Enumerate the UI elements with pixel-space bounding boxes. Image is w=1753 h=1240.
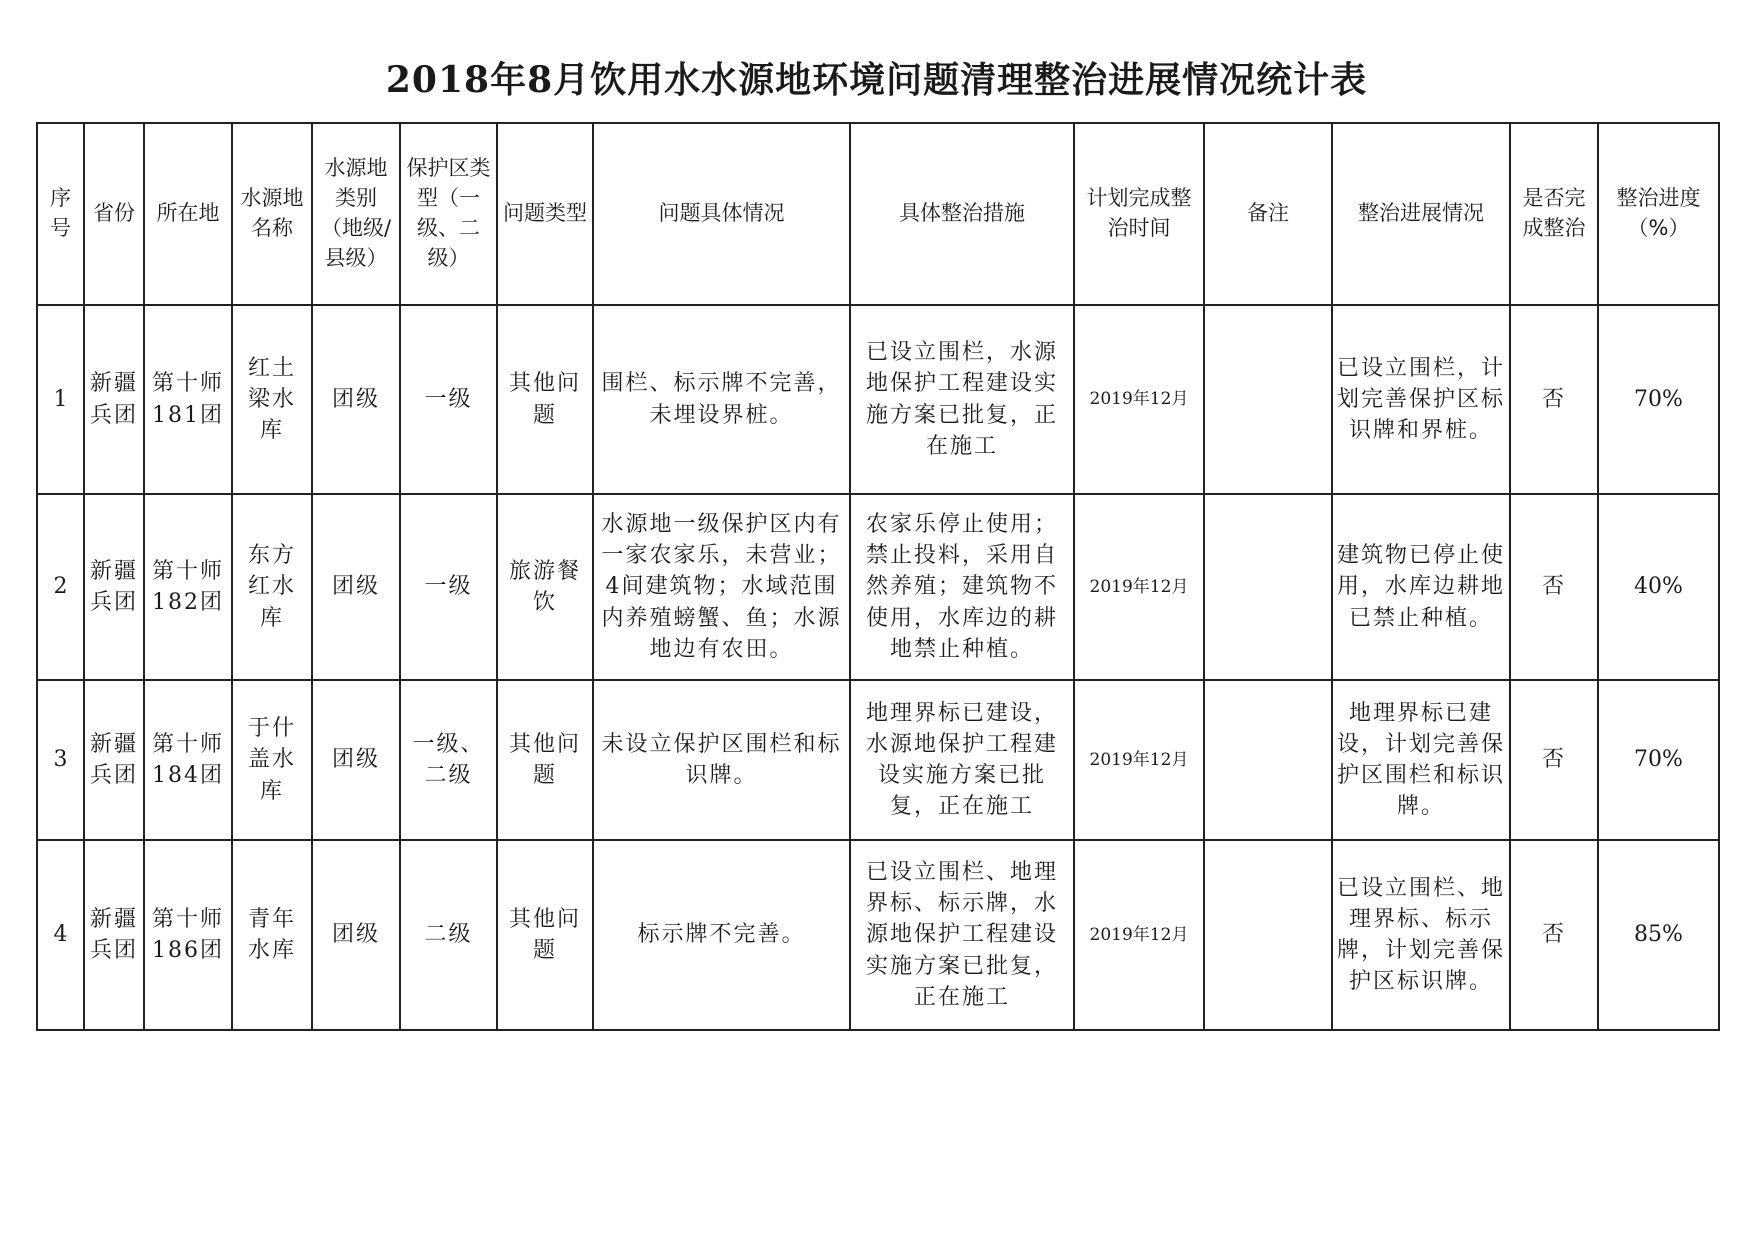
table-row — [37, 680, 1719, 840]
cell-zone-type: 二级 — [400, 840, 497, 1030]
cell-progress-detail: 已设立围栏，计划完善保护区标识牌和界桩。 — [1332, 305, 1510, 494]
cell-remark — [1204, 680, 1332, 840]
cell-progress-detail: 地理界标已建设，计划完善保护区围栏和标识牌。 — [1332, 680, 1510, 840]
header-deadline: 计划完成整治时间 — [1074, 123, 1204, 305]
cell-location: 第十师186团 — [144, 840, 232, 1030]
cell-issue-type: 其他问题 — [497, 840, 593, 1030]
header-measures: 具体整治措施 — [850, 123, 1074, 305]
header-remark: 备注 — [1204, 123, 1332, 305]
cell-category: 团级 — [312, 305, 400, 494]
cell-no: 1 — [37, 305, 84, 494]
table-row — [37, 305, 1719, 494]
cell-issue-type: 其他问题 — [497, 680, 593, 840]
cell-province: 新疆兵团 — [84, 840, 144, 1030]
cell-location: 第十师182团 — [144, 494, 232, 680]
cell-location: 第十师181团 — [144, 305, 232, 494]
header-issue-type: 问题类型 — [497, 123, 593, 305]
cell-remark — [1204, 840, 1332, 1030]
cell-completed: 否 — [1510, 494, 1598, 680]
cell-progress-pct: 85% — [1598, 840, 1719, 1030]
cell-issue-type: 旅游餐饮 — [497, 494, 593, 680]
header-zone-type: 保护区类型（一级、二级） — [400, 123, 497, 305]
header-completed: 是否完成整治 — [1510, 123, 1598, 305]
cell-province: 新疆兵团 — [84, 305, 144, 494]
cell-progress-pct: 70% — [1598, 305, 1719, 494]
header-no: 序号 — [37, 123, 84, 305]
cell-issue-detail: 围栏、标示牌不完善，未埋设界桩。 — [593, 305, 850, 494]
cell-no: 3 — [37, 680, 84, 840]
cell-zone-type: 一级 — [400, 305, 497, 494]
cell-progress-detail: 建筑物已停止使用，水库边耕地已禁止种植。 — [1332, 494, 1510, 680]
cell-deadline: 2019年12月 — [1074, 680, 1204, 840]
cell-province: 新疆兵团 — [84, 680, 144, 840]
progress-table — [36, 122, 1720, 1031]
cell-no: 2 — [37, 494, 84, 680]
header-progress-detail: 整治进展情况 — [1332, 123, 1510, 305]
header-issue-detail: 问题具体情况 — [593, 123, 850, 305]
header-source-name: 水源地名称 — [232, 123, 312, 305]
cell-completed: 否 — [1510, 305, 1598, 494]
table-row — [37, 494, 1719, 680]
cell-completed: 否 — [1510, 840, 1598, 1030]
cell-issue-type: 其他问题 — [497, 305, 593, 494]
header-province: 省份 — [84, 123, 144, 305]
cell-progress-detail: 已设立围栏、地理界标、标示牌，计划完善保护区标识牌。 — [1332, 840, 1510, 1030]
cell-issue-detail: 水源地一级保护区内有一家农家乐，未营业；4间建筑物；水域范围内养殖螃蟹、鱼；水源地边有农田。 — [593, 494, 850, 680]
cell-category: 团级 — [312, 680, 400, 840]
cell-measures: 地理界标已建设，水源地保护工程建设实施方案已批复，正在施工 — [850, 680, 1074, 840]
cell-source-name: 于什盖水库 — [232, 680, 312, 840]
cell-completed: 否 — [1510, 680, 1598, 840]
header-category: 水源地类别（地级/县级） — [312, 123, 400, 305]
header-progress-pct: 整治进度（%） — [1598, 123, 1719, 305]
cell-deadline: 2019年12月 — [1074, 305, 1204, 494]
cell-progress-pct: 40% — [1598, 494, 1719, 680]
cell-measures: 已设立围栏，水源地保护工程建设实施方案已批复，正在施工 — [850, 305, 1074, 494]
header-location: 所在地 — [144, 123, 232, 305]
cell-measures: 农家乐停止使用；禁止投料，采用自然养殖；建筑物不使用，水库边的耕地禁止种植。 — [850, 494, 1074, 680]
cell-deadline: 2019年12月 — [1074, 494, 1204, 680]
cell-progress-pct: 70% — [1598, 680, 1719, 840]
cell-issue-detail: 标示牌不完善。 — [593, 840, 850, 1030]
table-row — [37, 840, 1719, 1030]
cell-remark — [1204, 494, 1332, 680]
cell-zone-type: 一级 — [400, 494, 497, 680]
cell-category: 团级 — [312, 840, 400, 1030]
cell-province: 新疆兵团 — [84, 494, 144, 680]
page-title: 2018年8月饮用水水源地环境问题清理整治进展情况统计表 — [385, 59, 1368, 101]
cell-no: 4 — [37, 840, 84, 1030]
table-header-row — [37, 123, 1719, 305]
cell-source-name: 青年水库 — [232, 840, 312, 1030]
cell-location: 第十师184团 — [144, 680, 232, 840]
cell-zone-type: 一级、二级 — [400, 680, 497, 840]
cell-measures: 已设立围栏、地理界标、标示牌，水源地保护工程建设实施方案已批复，正在施工 — [850, 840, 1074, 1030]
cell-category: 团级 — [312, 494, 400, 680]
cell-issue-detail: 未设立保护区围栏和标识牌。 — [593, 680, 850, 840]
cell-remark — [1204, 305, 1332, 494]
cell-source-name: 红土梁水库 — [232, 305, 312, 494]
cell-deadline: 2019年12月 — [1074, 840, 1204, 1030]
cell-source-name: 东方红水库 — [232, 494, 312, 680]
